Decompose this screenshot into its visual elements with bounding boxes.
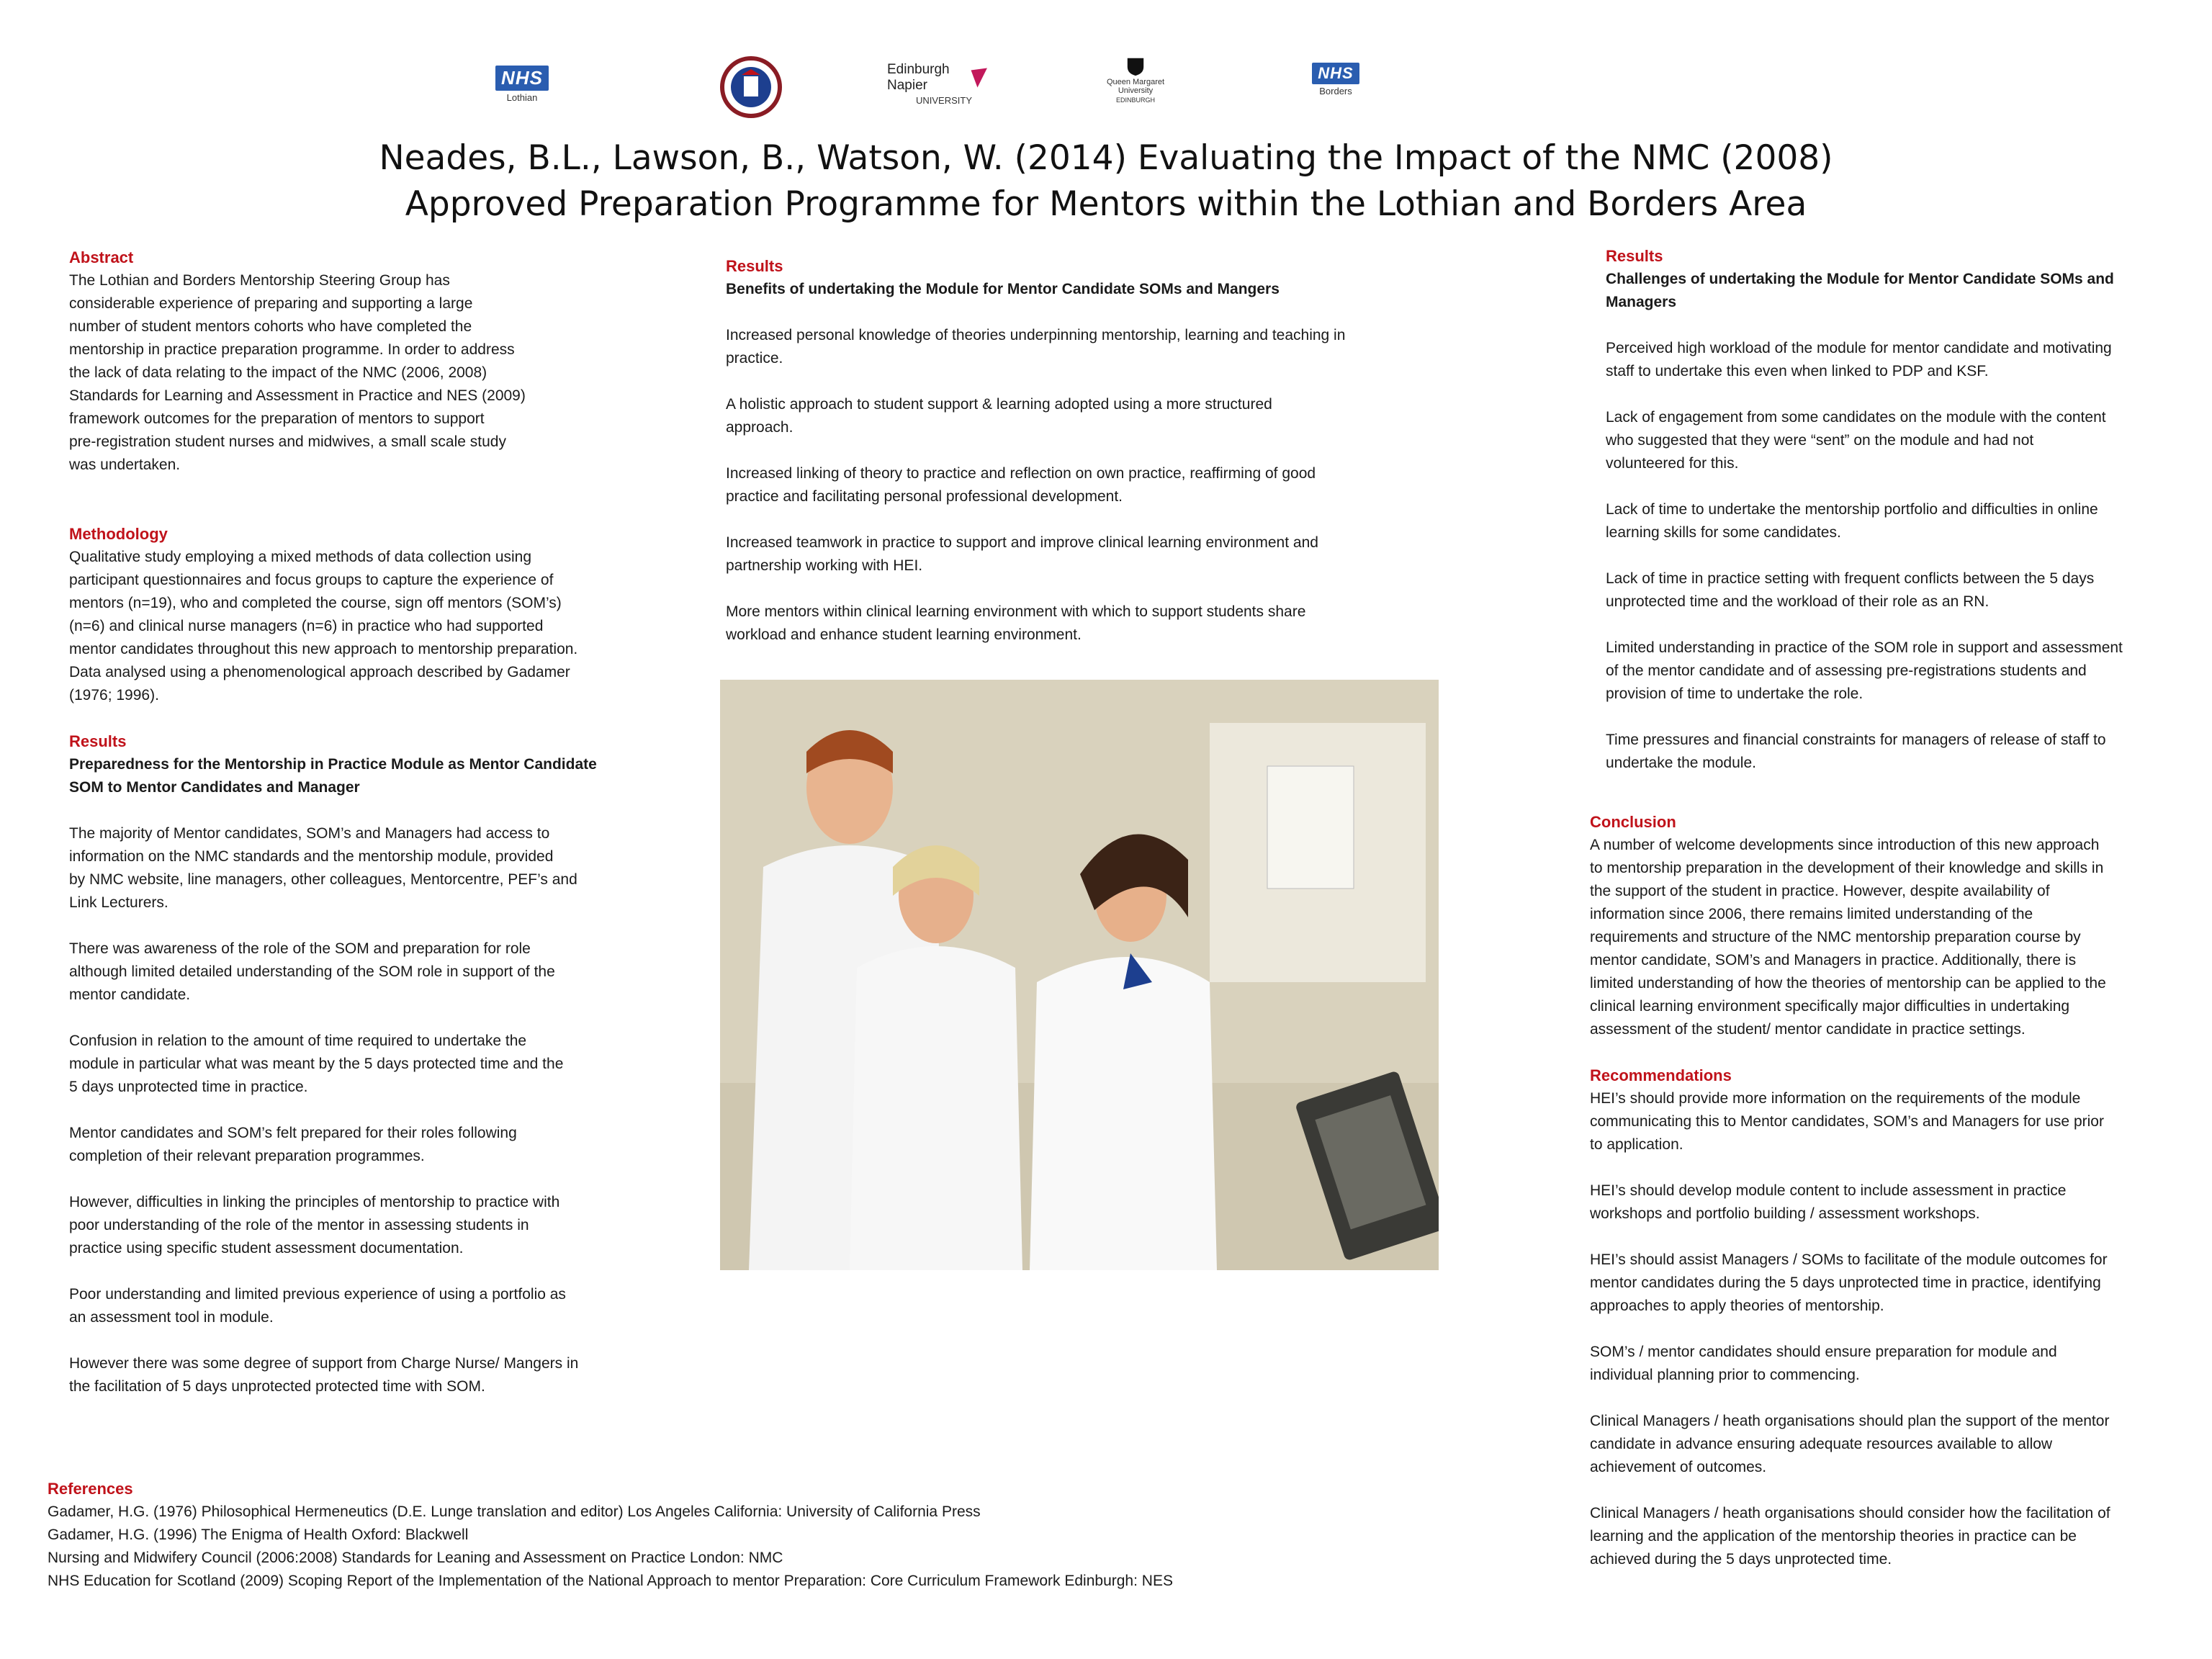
poster-title [0, 135, 2212, 228]
results-item: However there was some degree of support from Charge Nurse/ Mangers in the facilitation of 5 days unprotected protected time with SOM. [69, 1355, 579, 1395]
abstract-heading: Abstract [69, 248, 134, 266]
reference-item: NHS Education for Scotland (2009) Scoping Report of the Implementation of the National Approach to mentor Preparation: Core Curriculum Framework Edinburgh: NES [48, 1573, 1173, 1589]
nhs-borders-sub: Borders [1319, 85, 1352, 96]
reference-item: Gadamer, H.G. (1996) The Enigma of Health Oxford: Blackwell [48, 1527, 469, 1543]
recommendation-item: HEI’s should develop module content to include assessment in practice workshops and portfolio building / assessment workshops. [1590, 1182, 2067, 1222]
reference-item: Gadamer, H.G. (1976) Philosophical Hermeneutics (D.E. Lunge translation and editor) Los Angeles California: University of California Press [48, 1503, 981, 1520]
nhs-mark: NHS [495, 66, 549, 91]
queen-margaret-university-logo [1089, 56, 1182, 104]
qmu-shield-icon [1125, 56, 1146, 76]
photo-illustration [720, 680, 1439, 1270]
methodology-heading: Methodology [69, 525, 168, 543]
results-item: Mentor candidates and SOM’s felt prepared for their roles following completion of their relevant preparation programmes. [69, 1125, 517, 1164]
crest-icon [720, 56, 782, 118]
title-line-2: Approved Preparation Programme for Mentors within the Lothian and Borders Area [405, 184, 1807, 224]
references-section [48, 1478, 1488, 1593]
challenge-item: Limited understanding in practice of the SOM role in support and assessment of the mentor candidate and of assessing pre-registrations students and provision of time to undertake the role. [1606, 639, 2123, 702]
benefit-item: A holistic approach to student support & learning adopted using a more structured approach. [726, 396, 1272, 436]
results-heading-right: Results [1606, 247, 1663, 265]
edinburgh-napier-logo [887, 62, 988, 105]
conclusion-heading: Conclusion [1590, 813, 1676, 831]
results-subheading-middle: Benefits of undertaking the Module for Mentor Candidate SOMs and Mangers [726, 281, 1280, 297]
qmu-sub: EDINBURGH [1115, 96, 1155, 104]
challenge-item: Time pressures and financial constraints for managers of release of staff to undertake the module. [1606, 732, 2106, 771]
methodology-text: Qualitative study employing a mixed methods of data collection using participant questionnaires and focus groups to capture the experience of mentors (n=19), who and completed the course, sign off mentors (SOM’s) (n=6) and clinical nurse managers (n=6) in practice who had supported mentor candidates throughout this new approach to mentorship preparation. Data analysed using a phenomenological approach described by Gadamer (1976; 1996). [69, 549, 578, 703]
left-column [69, 246, 703, 1398]
results-item: Poor understanding and limited previous experience of using a portfolio as an assessment tool in module. [69, 1286, 566, 1326]
conclusion-text: A number of welcome developments since introduction of this new approach to mentorship preparation in the development of their knowledge and skills in the support of the student in practice. However, despite availability of information since 2006, there remains limited understanding of the requirements and structure of the NMC mentorship preparation course by mentor candidate, SOM’s and Managers in practice. Additionally, there is limited understanding of how the theories of mentorship can be applied to the clinical learning environment specifically major difficulties in undertaking assessment of the student/ mentor candidate in practice settings. [1590, 837, 2106, 1038]
references-heading: References [48, 1480, 133, 1498]
benefit-item: More mentors within clinical learning environment with which to support students share workload and enhance student learning environment. [726, 603, 1306, 643]
right-column-bottom [1590, 811, 2209, 1571]
results-item: However, difficulties in linking the principles of mentorship to practice with poor understanding of the role of the mentor in assessing students in practice using specific student assessment documentation. [69, 1194, 560, 1256]
university-of-edinburgh-crest [720, 56, 782, 118]
reference-item: Nursing and Midwifery Council (2006:2008) Standards for Leaning and Assessment on Practice London: NMC [48, 1550, 783, 1566]
recommendation-item: Clinical Managers / heath organisations should consider how the facilitation of learning and the application of the mentorship theories in practice can be achieved during the 5 days unprotected time. [1590, 1505, 2110, 1568]
qmu-name: Queen Margaret University [1106, 78, 1165, 95]
results-subheading-left: Preparedness for the Mentorship in Practice Module as Mentor Candidate SOM to Mentor Candidates and Manager [69, 756, 597, 796]
recommendation-item: HEI’s should assist Managers / SOMs to facilitate of the module outcomes for mentor candidates during the 5 days unprotected time in practice, identifying approaches to apply theories of mentorship. [1590, 1251, 2108, 1314]
results-item: Confusion in relation to the amount of time required to undertake the module in particular what was meant by the 5 days protected time and the 5 days unprotected time in practice. [69, 1033, 564, 1095]
nhs-borders-logo [1310, 56, 1361, 102]
challenge-item: Perceived high workload of the module for mentor candidate and motivating staff to undertake this even when linked to PDP and KSF. [1606, 340, 2112, 379]
nhs-mark-borders: NHS [1312, 63, 1359, 84]
results-item: The majority of Mentor candidates, SOM’s and Managers had access to information on the NMC standards and the mentorship module, provided by NMC website, line managers, other colleagues, Mentorcentre, PEF’s and Link Lecturers. [69, 825, 577, 911]
abstract-text: The Lothian and Borders Mentorship Steering Group has considerable experience of preparing and supporting a large number of student mentors cohorts who have completed the mentorship in practice preparation programme. In order to address the lack of data relating to the impact of the NMC (2006, 2008) Standards for Learning and Assessment in Practice and NES (2009) framework outcomes for the preparation of mentors to support pre-registration student nurses and midwives, a small scale study was undertaken. [69, 272, 526, 473]
title-line-1: Neades, B.L., Lawson, B., Watson, W. (2014) Evaluating the Impact of the NMC (2008) [379, 138, 1833, 178]
results-subheading-right: Challenges of undertaking the Module for Mentor Candidate SOMs and Managers [1606, 271, 2114, 310]
benefit-item: Increased personal knowledge of theories underpinning mentorship, learning and teaching in practice. [726, 327, 1346, 367]
nhs-lothian-sub: Lothian [506, 92, 538, 103]
benefit-item: Increased linking of theory to practice and reflection on own practice, reaffirming of good practice and facilitating personal professional development. [726, 465, 1316, 505]
results-item: There was awareness of the role of the SOM and preparation for role although limited detailed understanding of the SOM role in support of the mentor candidate. [69, 940, 555, 1003]
benefit-item: Increased teamwork in practice to support and improve clinical learning environment and partnership working with HEI. [726, 534, 1318, 574]
nhs-lothian-logo [490, 66, 554, 102]
nurses-photo [720, 680, 1439, 1270]
challenge-item: Lack of time in practice setting with frequent conflicts between the 5 days unprotected time and the workload of their role as an RN. [1606, 570, 2095, 610]
middle-column [726, 255, 1475, 647]
napier-flag-icon [970, 63, 988, 92]
right-column-top [1606, 245, 2211, 775]
challenge-item: Lack of time to undertake the mentorship portfolio and difficulties in online learning skills for some candidates. [1606, 501, 2098, 541]
challenge-item: Lack of engagement from some candidates on the module with the content who suggested that they were “sent” on the module and had not volunteered for this. [1606, 409, 2106, 472]
recommendation-item: HEI’s should provide more information on the requirements of the module communicating this to Mentor candidates, SOM’s and Managers for use prior to application. [1590, 1090, 2104, 1153]
napier-sub: UNIVERSITY [916, 94, 973, 106]
recommendation-item: SOM’s / mentor candidates should ensure preparation for module and individual planning prior to commencing. [1590, 1344, 2057, 1383]
results-heading-middle: Results [726, 257, 783, 275]
results-heading-left: Results [69, 732, 127, 750]
recommendations-heading: Recommendations [1590, 1066, 1732, 1084]
napier-wordmark: Edinburgh Napier [887, 61, 950, 93]
recommendation-item: Clinical Managers / heath organisations should plan the support of the mentor candidate in advance ensuring adequate resources available to allow achievement of outcomes. [1590, 1413, 2110, 1475]
